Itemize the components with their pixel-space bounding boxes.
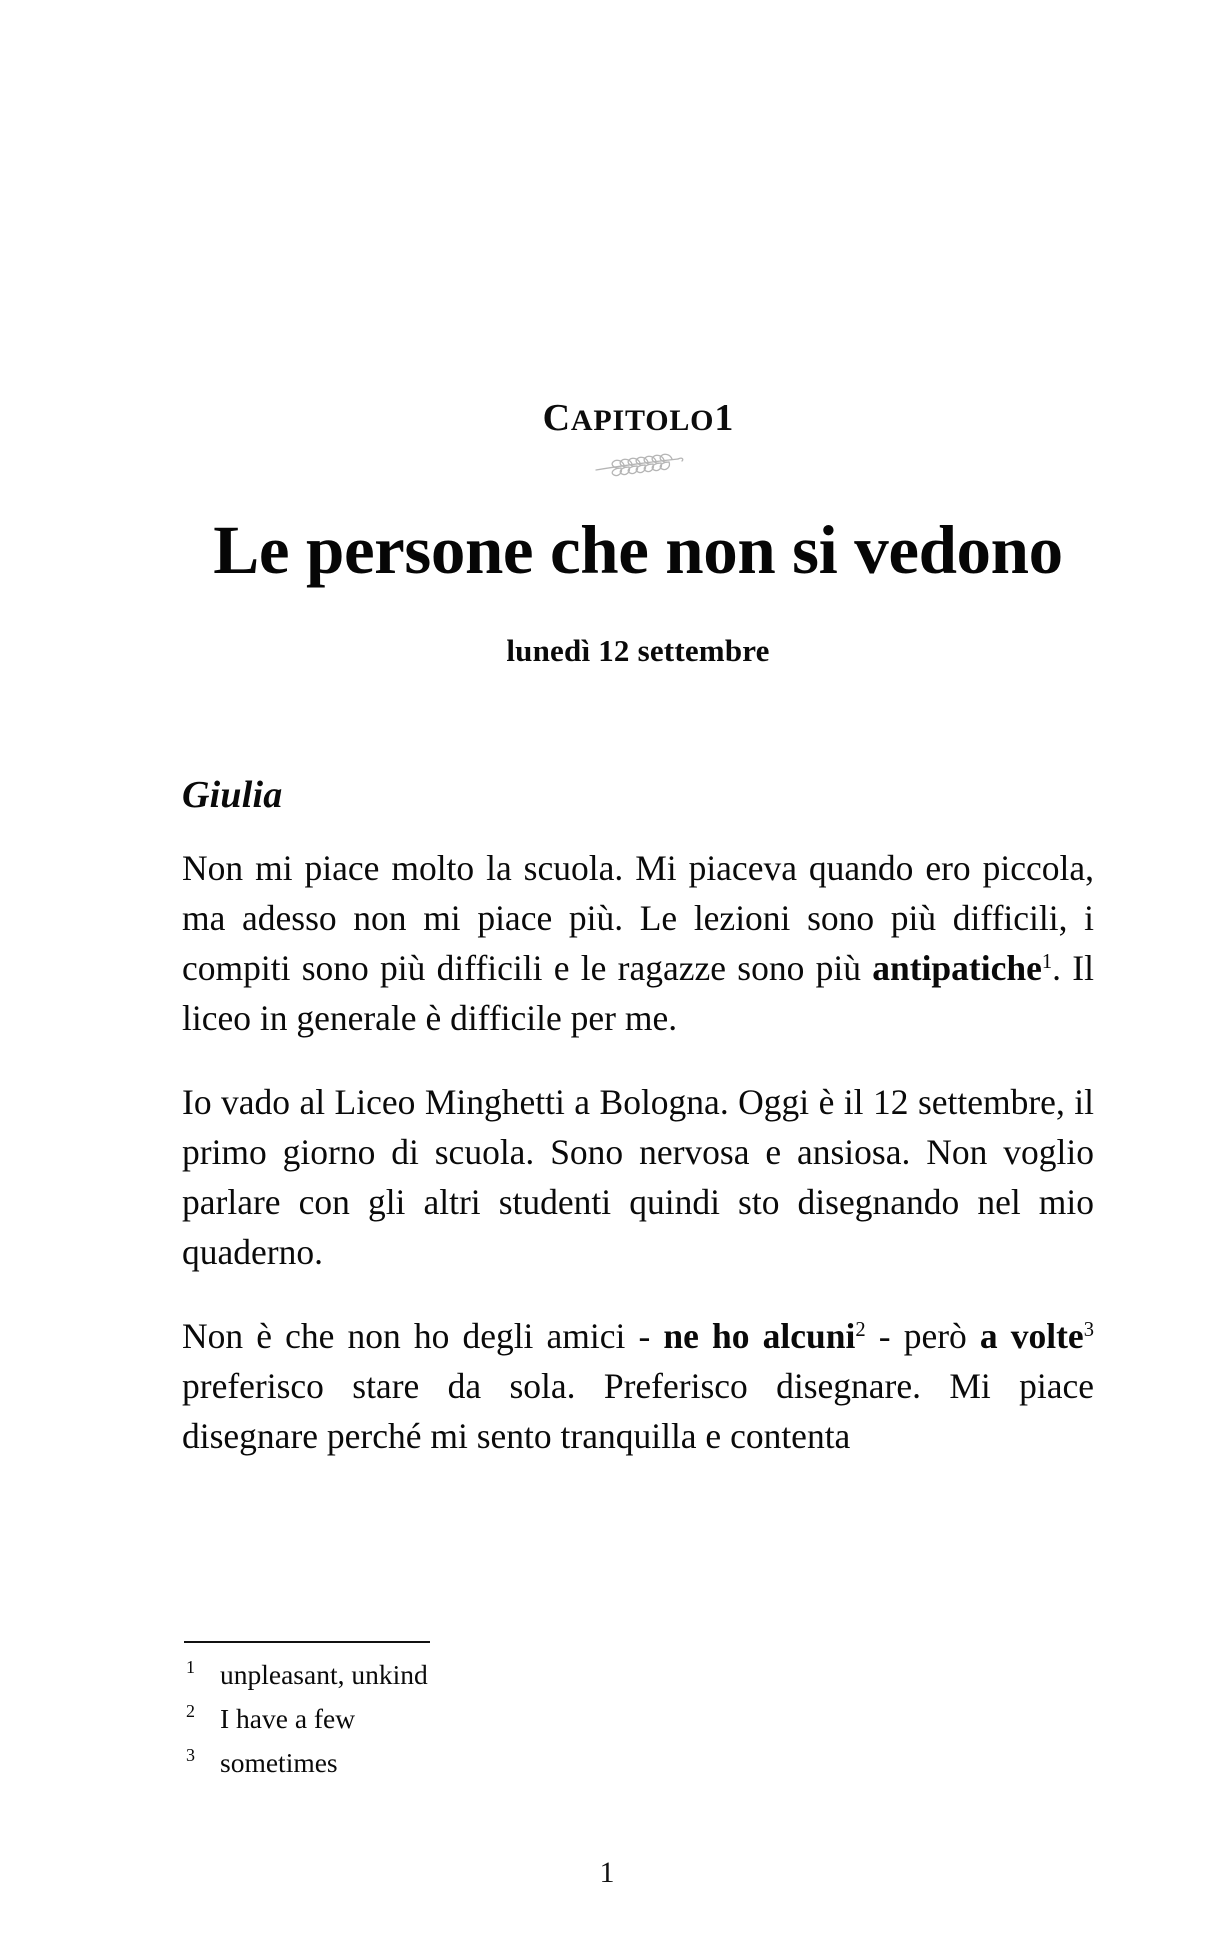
leaf-branch-ornament-icon <box>182 450 1094 480</box>
chapter-label-rest: APITOLO <box>570 404 715 437</box>
text-run: - però <box>865 1316 980 1357</box>
chapter-label-first-letter: C <box>542 397 571 439</box>
text-run: . Il liceo in generale è difficile per me. <box>182 948 1094 1039</box>
footnote-item: 2 I have a few <box>182 1697 1094 1741</box>
text-run: Io vado al Liceo Minghetti a Bologna. Oggi è il 12 settembre, il primo giorno di scuola. Sono nervosa e ansiosa. Non voglio parlare con gli altri studenti quindi sto disegnando nel mio quaderno. <box>182 1082 1094 1273</box>
footnotes-block <box>182 1641 1094 1785</box>
paragraph <box>182 843 1094 1043</box>
footnote-list <box>182 1653 1094 1785</box>
chapter-label <box>182 398 1094 440</box>
footnote-reference: 3 <box>1083 1319 1094 1342</box>
footnote-separator-rule <box>184 1641 430 1643</box>
text-run: Non è che non ho degli amici - <box>182 1316 664 1357</box>
footnote-text: unpleasant, unkind <box>220 1659 428 1690</box>
body-copy <box>182 843 1094 1461</box>
chapter-label-number: 1 <box>714 397 734 439</box>
page-content-column <box>182 0 1094 1461</box>
chapter-title: Le persone che non si vedono <box>213 511 1063 588</box>
footnote-item: 1 unpleasant, unkind <box>182 1653 1094 1697</box>
footnote-text: sometimes <box>220 1747 338 1778</box>
page-number: 1 <box>599 1856 615 1889</box>
footnote-item: 3 sometimes <box>182 1741 1094 1785</box>
footnote-reference: 2 <box>855 1319 866 1342</box>
section-speaker-heading: Giulia <box>182 774 283 817</box>
footnote-text: I have a few <box>220 1703 356 1734</box>
paragraph <box>182 1077 1094 1277</box>
footnote-reference: 1 <box>1041 951 1053 974</box>
text-run: Non mi piace molto la scuola. Mi piaceva quando ero piccola, ma adesso non mi piace più. Le lezioni sono più difficili, i compiti sono più difficili e le ragazze sono più <box>182 848 1094 989</box>
chapter-date: lunedì 12 settembre <box>506 633 770 669</box>
text-run: preferisco stare da sola. Preferisco disegnare. Mi piace disegnare perché mi sento tranquilla e contenta <box>182 1366 1094 1457</box>
bold-run: antipatiche <box>872 948 1042 989</box>
bold-run: a volte <box>979 1316 1084 1357</box>
bold-run: ne ho alcuni <box>663 1316 856 1357</box>
paragraph <box>182 1311 1094 1461</box>
